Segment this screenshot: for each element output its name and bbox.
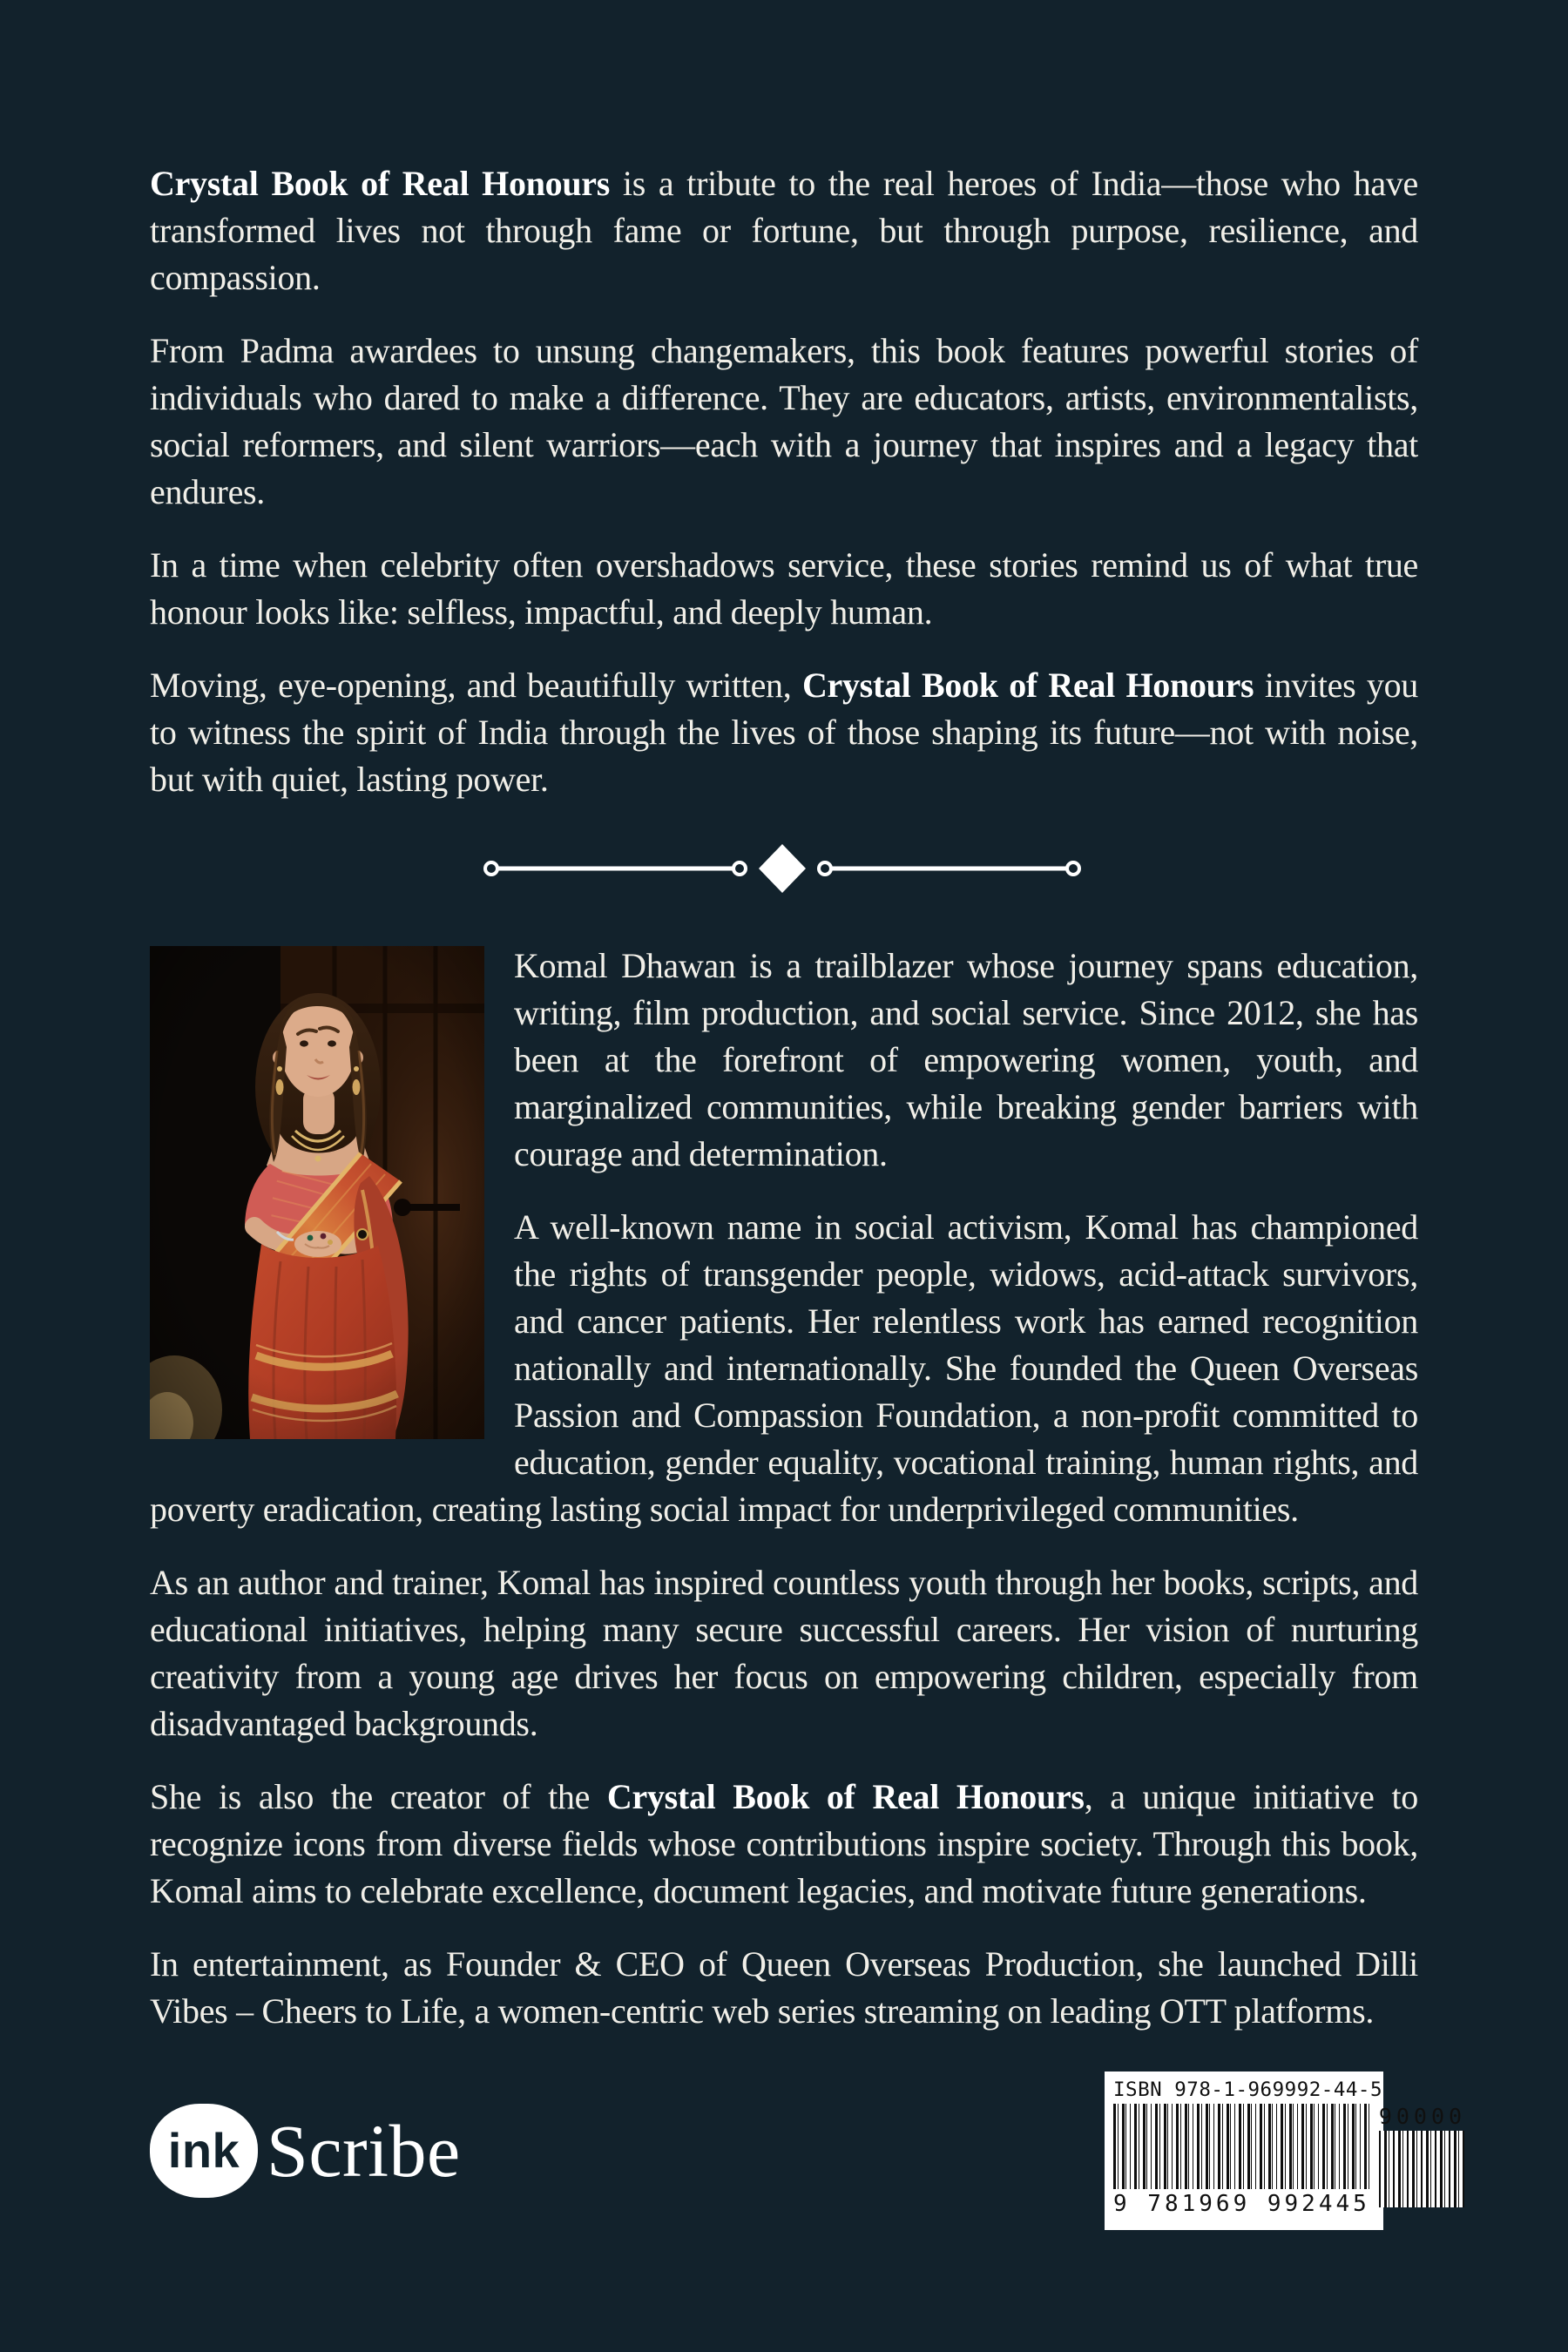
- synopsis-section: [150, 160, 1418, 803]
- synopsis-paragraph: From Padma awardees to unsung changemakers, this book features powerful stories of individuals who dared to make a difference. They are educators, artists, environmentalists, social reformers, and silent warriors—each with a journey that inspires and a legacy that endures.: [150, 331, 1418, 511]
- barcode-bars: [1113, 2104, 1370, 2189]
- author-photo: [150, 946, 484, 1439]
- barcode-body: [1113, 2104, 1467, 2217]
- author-photo-illustration: [150, 946, 484, 1439]
- author-paragraph: Komal Dhawan is a trailblazer whose journey spans education, writing, film production, and social service. Since 2012, she has been at the forefront of empowering women, youth, and marginalized communities, while breaking gender barriers with courage and determination.: [514, 946, 1418, 1173]
- author-paragraph: As an author and trainer, Komal has inspired countless youth through her books, scripts, and educational initiatives, helping many secure successful careers. Her vision of nurturing creativity from a young age drives her focus on empowering children, especially from disadvantaged backgrounds.: [150, 1563, 1418, 1743]
- author-paragraph: In entertainment, as Founder & CEO of Queen Overseas Production, she launched Dilli Vibes – Cheers to Life, a women-centric web series streaming on leading OTT platforms.: [150, 1944, 1418, 2031]
- isbn-label: ISBN 978-1-969992-44-5: [1113, 2078, 1383, 2101]
- logo-ink-text: ink: [167, 2122, 240, 2178]
- isbn-barcode: [1105, 2072, 1467, 2230]
- synopsis-paragraph: Moving, eye-opening, and beautifully written, Crystal Book of Real Honours invites you to witness the spirit of India through the lives of those shaping its future—not with noise, but with quiet, lasting power.: [150, 666, 1418, 799]
- barcode-addon-bars: [1379, 2131, 1464, 2207]
- logo-scribe-text: Scribe: [267, 2109, 461, 2193]
- synopsis-paragraph: In a time when celebrity often overshadows service, these stories remind us of what true honour looks like: selfless, impactful, and deeply human.: [150, 545, 1418, 632]
- barcode-addon-number: 90000: [1378, 2104, 1467, 2129]
- author-section: [150, 943, 1418, 2035]
- author-paragraph: She is also the creator of the Crystal Book of Real Honours, a unique initiative to recognize icons from diverse fields whose contributions inspire society. Through this book, Komal aims to celebrate excellence, document legacies, and motivate future generations.: [150, 1777, 1418, 1910]
- publisher-logo: [150, 2104, 461, 2198]
- cover-footer: [150, 2072, 1467, 2230]
- ornament-divider: [483, 838, 1085, 899]
- barcode-digits: 9 781969 992445: [1113, 2191, 1370, 2217]
- ink-logo-mark: [150, 2104, 258, 2198]
- author-paragraph: A well-known name in social activism, Komal has championed the rights of transgender people, widows, acid-attack survivors, and cancer patients. Her relentless work has earned recognition nationally and internationally. She founded the Queen Overseas Passion and Compassion Foundation, a non-profit committed to education, gender equality, vocational training, human rights, and poverty eradication, creating lasting social impact for underprivileged communities.: [150, 1207, 1418, 1529]
- barcode-main: [1113, 2104, 1370, 2217]
- diamond-ornament: [759, 844, 806, 893]
- synopsis-paragraph: Crystal Book of Real Honours is a tribute to the real heroes of India—those who have transformed lives not through fame or fortune, but through purpose, resilience, and compassion.: [150, 164, 1419, 297]
- barcode-addon: [1378, 2104, 1467, 2217]
